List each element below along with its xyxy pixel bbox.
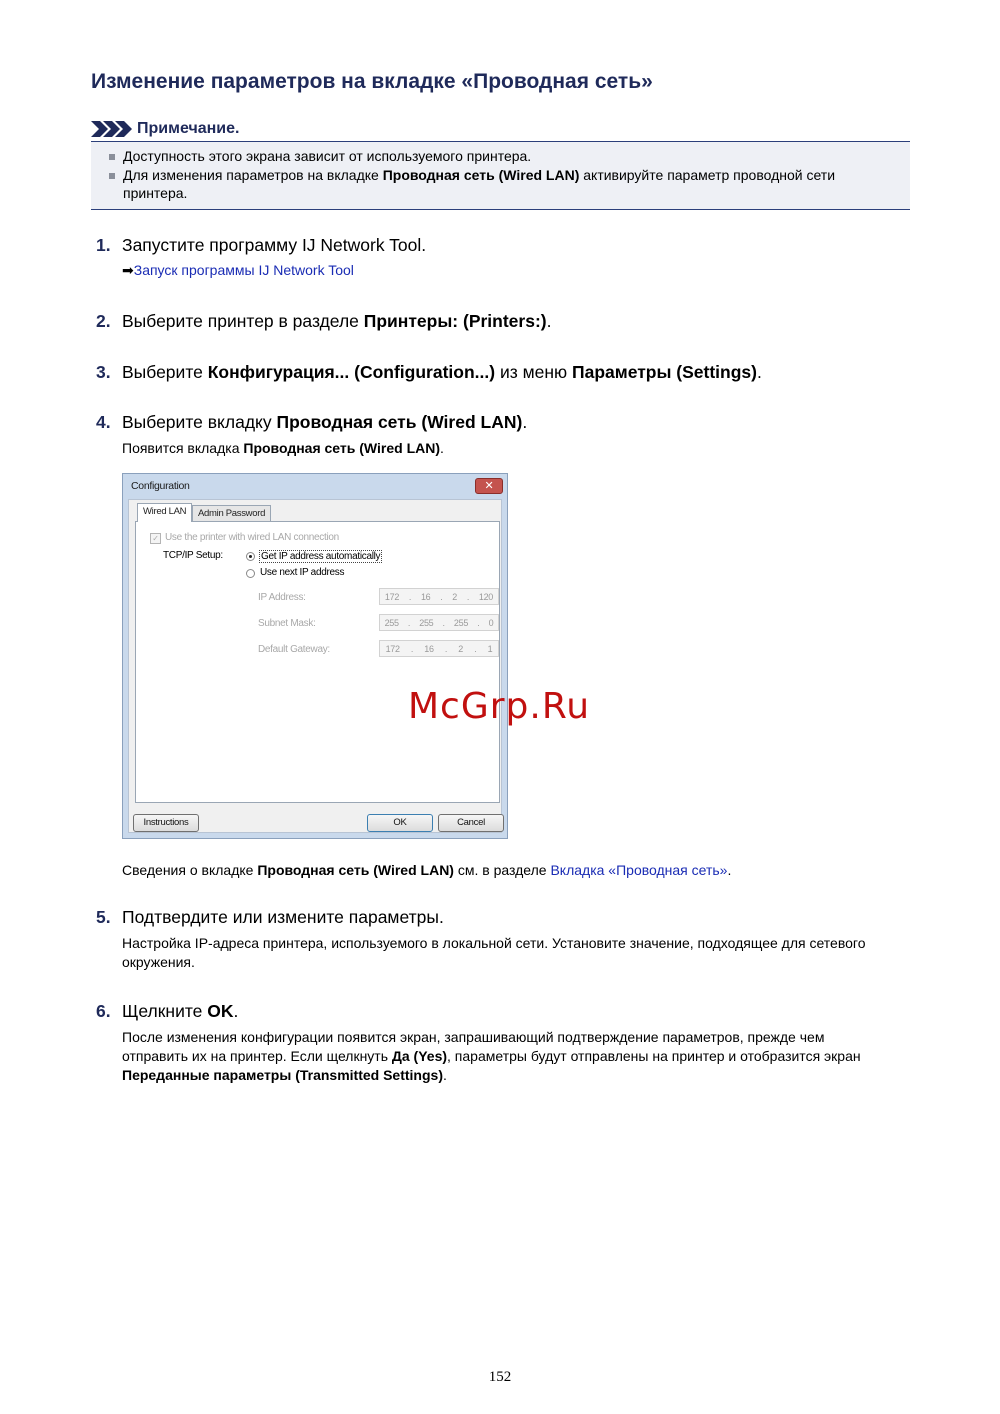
note-item-text: Для изменения параметров на вкладке [123,166,383,183]
step-1 [96,234,906,280]
step-sub-bold: Да (Yes) [391,1048,448,1064]
cancel-button[interactable]: Cancel [438,814,504,832]
step-text: Запустите программу IJ Network Tool. [122,235,427,255]
step-text: Выберите вкладку [122,412,277,432]
ip-octet: 16 [420,591,431,602]
step-sub-text: . [727,862,732,878]
ip-octet: 172 [384,591,400,602]
step-bold: Конфигурация... (Configuration...) [207,362,496,382]
step-text: . [756,362,762,382]
ip-octet: 255 [384,617,399,628]
step-text: Щелкните [122,1001,208,1021]
ip-address-label: IP Address: [258,592,306,603]
step-text: Подтвердите или измените параметры. [122,907,444,927]
step-sub-text: После изменения конфигурации появится экран, запрашивающий подтверждение параметров, прежде чем отправить их на принтер. Если щелкнуть [122,1029,825,1064]
note-body [91,141,910,210]
step-6 [96,1000,906,1085]
step-5 [96,906,906,972]
ip-address-field[interactable]: 172 . 16 . 2 . 120 [379,588,499,605]
step-sub-text: см. в разделе [453,862,551,878]
step-sub-text: . [443,1067,447,1083]
step-sub-text: Сведения о вкладке [122,862,258,878]
dialog-title: Configuration [131,480,190,492]
subnet-mask-field[interactable]: 255 . 255 . 255 . 0 [379,614,499,631]
step-sub-text: , параметры будут отправлены на принтер и отобразится экран [447,1048,861,1064]
step-bold: OK [207,1001,234,1021]
default-gateway-label: Default Gateway: [258,644,330,655]
ip-octet: 1 [487,643,493,654]
instructions-button[interactable]: Instructions [133,814,199,832]
dialog-body [128,499,502,833]
step-text: Выберите [122,362,208,382]
ip-octet: 2 [458,643,464,654]
watermark: McGrp.Ru [408,686,591,727]
checkbox-checked-icon[interactable]: ✓ [150,533,161,544]
step-text: . [522,412,528,432]
tcpip-label: TCP/IP Setup: [163,550,223,561]
radio-auto-ip-label[interactable]: Get IP address automatically [261,551,381,562]
ip-octet: 255 [419,617,434,628]
note-heading: Примечание. [137,120,240,137]
ip-octet: 255 [453,617,469,628]
ok-button[interactable]: OK [367,814,433,832]
step-number: 6. [96,1001,111,1021]
wired-lan-tab-link[interactable]: Вкладка «Проводная сеть» [550,862,728,878]
step-sub-text: Настройка IP-адреса принтера, используемого в локальной сети. Установите значение, подходящее для сетевого окружения. [122,935,866,970]
ip-octet: 120 [478,591,493,602]
step-number: 3. [96,362,111,382]
step-text: Выберите принтер в разделе [122,311,364,331]
radio-manual-ip-label[interactable]: Use next IP address [260,567,345,578]
step-sub-bold: Проводная сеть (Wired LAN) [243,440,441,456]
configuration-dialog [122,473,508,839]
wired-lan-checkbox-label: Use the printer with wired LAN connection [165,532,339,543]
tab-admin-password[interactable]: Admin Password [192,505,271,522]
radio-manual-ip[interactable] [246,569,255,578]
arrow-right-icon: ➡ [122,262,134,278]
default-gateway-field[interactable]: 172 . 16 . 2 . 1 [379,640,499,657]
launch-tool-link[interactable]: Запуск программы IJ Network Tool [133,262,354,278]
close-icon[interactable]: ✕ [475,478,503,494]
wired-lan-panel [135,521,500,803]
step-bold: Параметры (Settings) [572,362,757,382]
note-item-text: Доступность этого экрана зависит от используемого принтера. [123,148,532,164]
step-text: . [546,311,552,331]
note-item-bold: Проводная сеть (Wired LAN) [382,166,580,183]
step-4-reference [96,861,906,880]
step-sub-text: . [440,440,444,456]
ip-octet: 2 [452,591,457,602]
ip-octet: 0 [488,617,494,628]
step-sub-bold: Переданные параметры (Transmitted Settings) [122,1067,443,1083]
tab-wired-lan[interactable]: Wired LAN [137,503,192,522]
step-number: 1. [96,235,111,255]
step-number: 4. [96,412,111,432]
subnet-mask-label: Subnet Mask: [258,618,316,629]
step-3 [96,361,906,383]
step-number: 5. [96,907,111,927]
step-bold: Проводная сеть (Wired LAN) [276,412,523,432]
page-number: 152 [488,1369,512,1385]
note-header [91,118,910,140]
step-text: . [233,1001,239,1021]
bullet-square-icon [109,154,115,160]
note-item-text: активируйте параметр проводной сети принтера. [123,166,836,201]
note-block [91,118,910,210]
step-2 [96,310,906,332]
step-4 [96,411,906,458]
note-item [109,166,896,203]
step-number: 2. [96,311,111,331]
bullet-square-icon [109,173,115,179]
ip-octet: 172 [385,643,400,654]
page-title: Изменение параметров на вкладке «Проводная сеть» [91,70,653,93]
radio-auto-ip[interactable] [246,552,255,561]
ip-octet: 16 [424,643,434,654]
step-bold: Принтеры: (Printers:) [363,311,547,331]
step-sub-bold: Проводная сеть (Wired LAN) [257,862,454,878]
step-text: из меню [495,362,573,382]
note-arrows-icon [91,121,133,137]
step-sub-text: Появится вкладка [122,440,244,456]
note-item [109,147,896,166]
